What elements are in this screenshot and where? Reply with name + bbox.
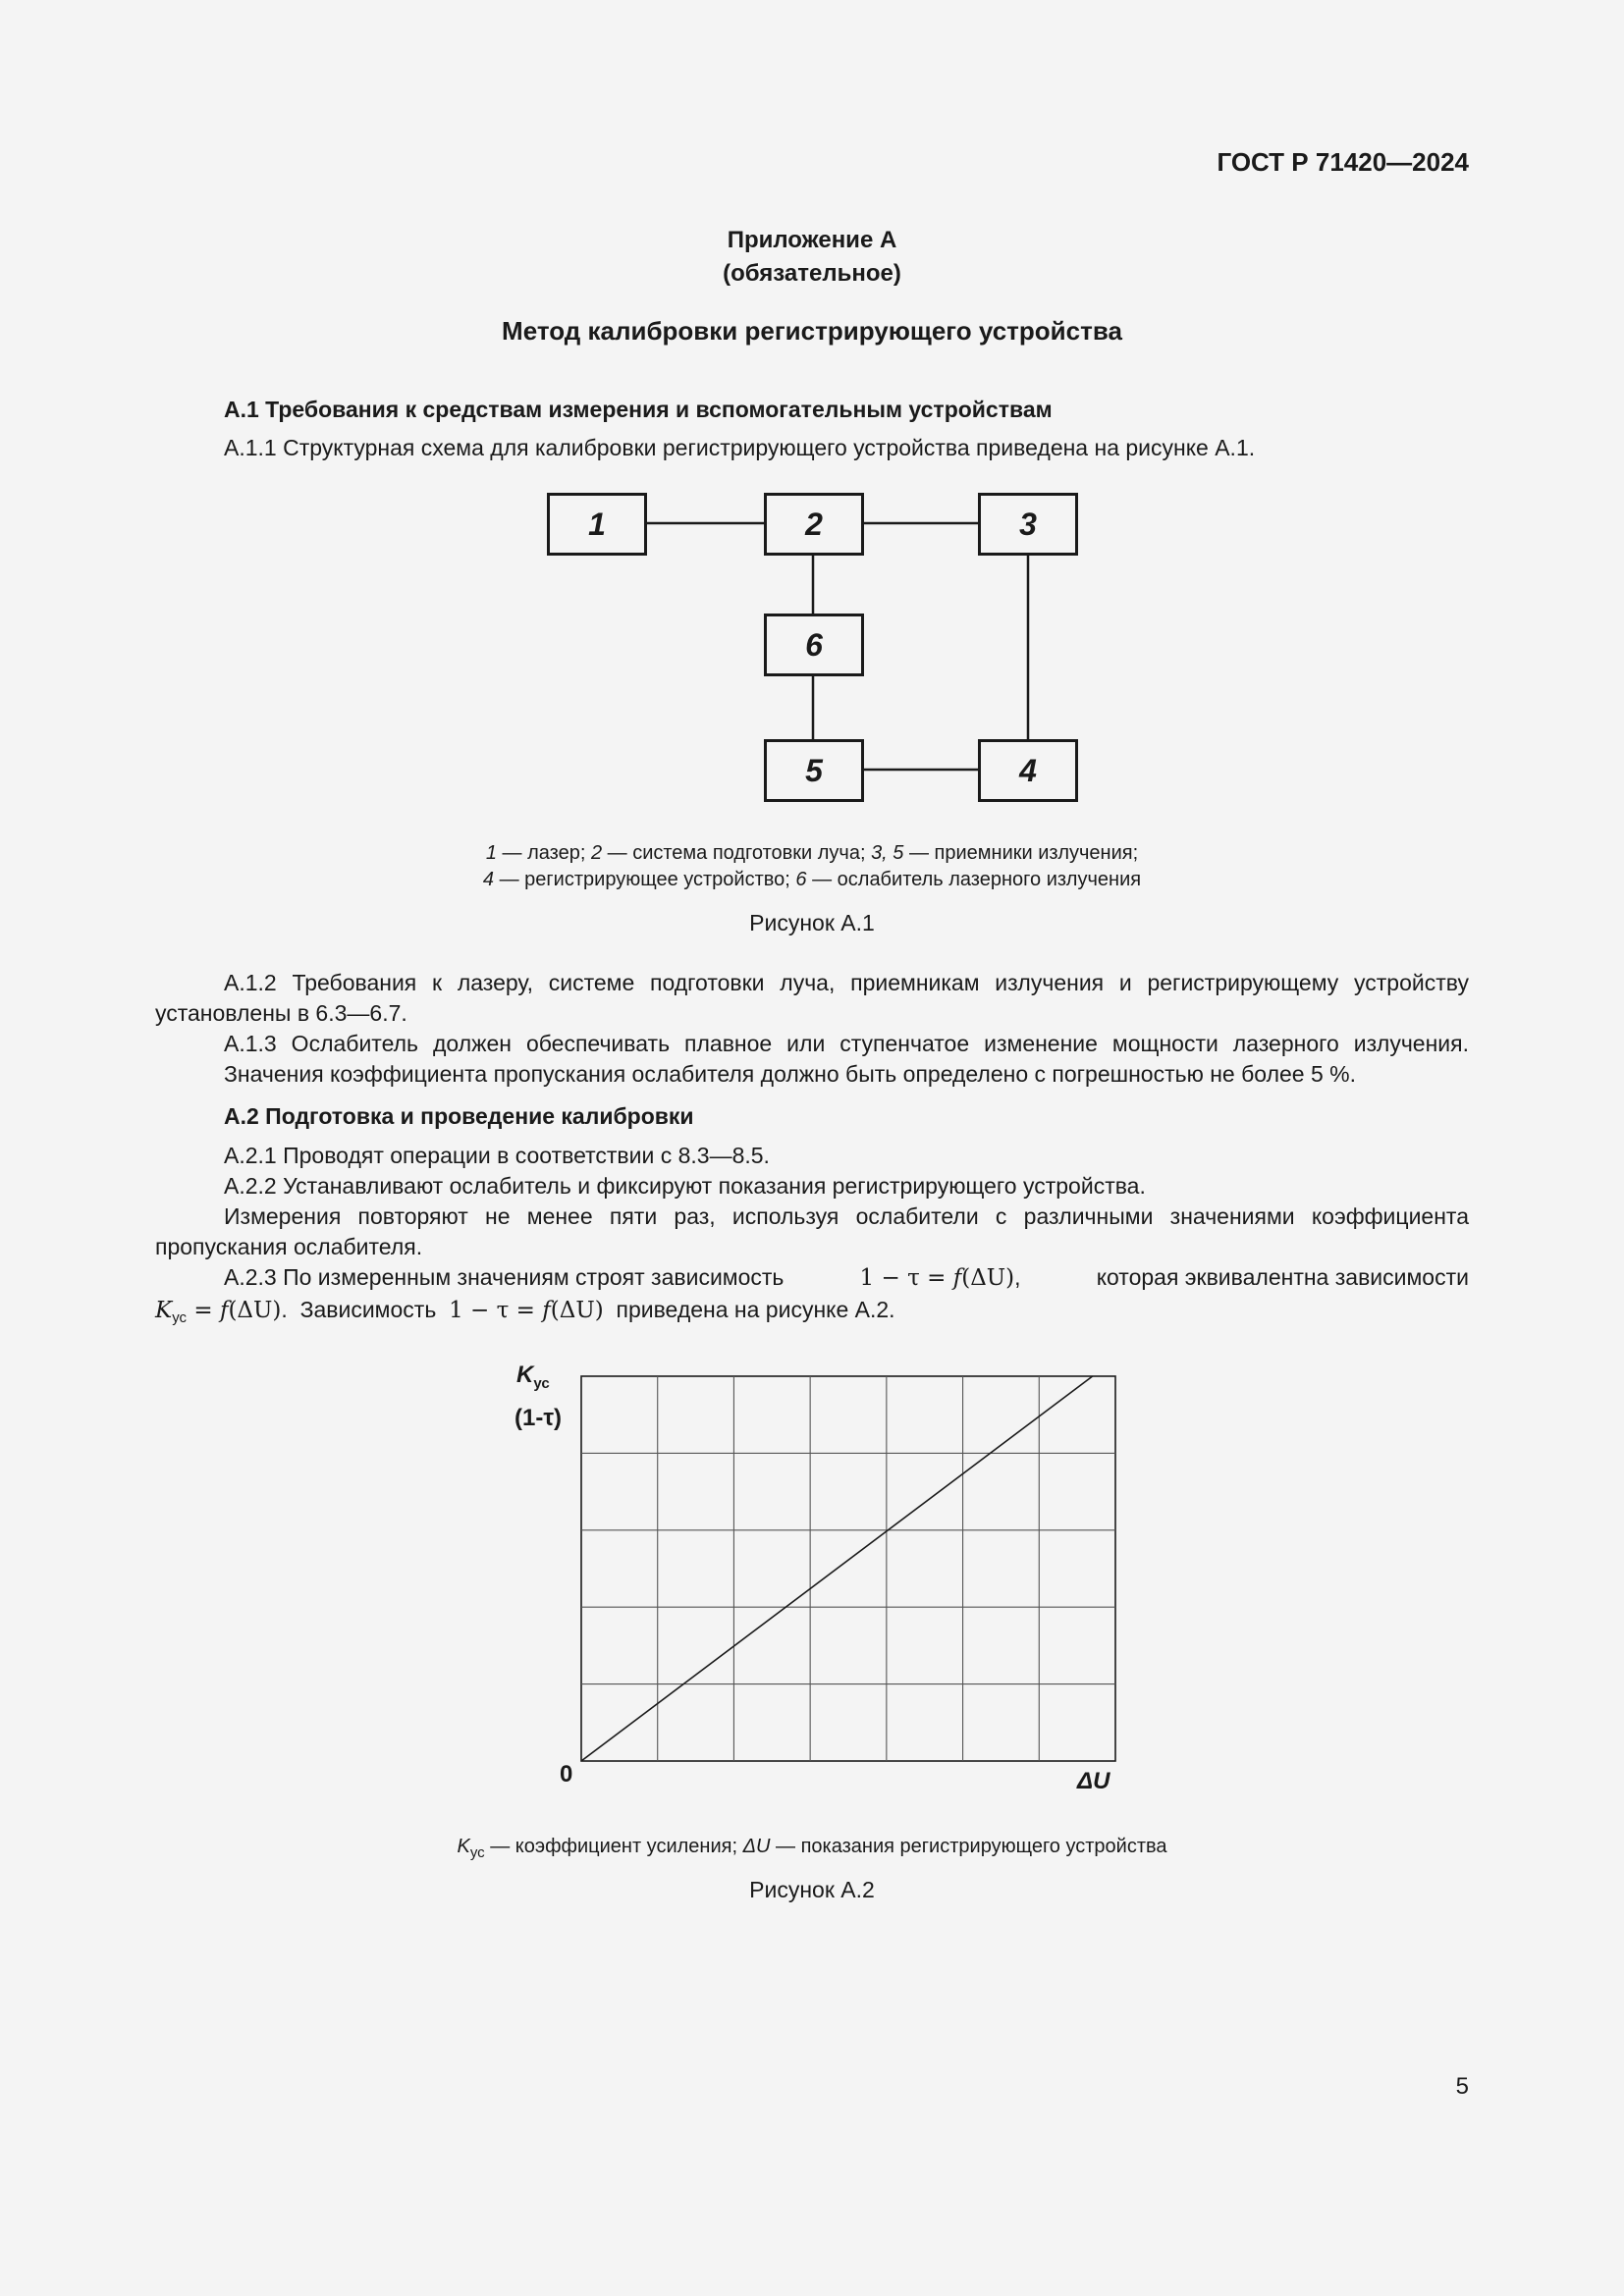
- formula-2-eq: =: [187, 1298, 220, 1323]
- legend-num-35: 3, 5: [871, 842, 904, 864]
- legend-text-2: — система подготовки луча;: [602, 842, 872, 864]
- formula-1: [860, 1262, 1021, 1294]
- page-number: 5: [1455, 2073, 1469, 2100]
- chart-origin-label: 0: [560, 1761, 573, 1788]
- paragraph-a13-line1: А.1.3 Ослабитель должен обеспечивать плавное или ступенчатое изменение мощности лазерного излучения.: [224, 1031, 1469, 1056]
- annex-status: (обязательное): [723, 260, 901, 287]
- chart-frame: [581, 1376, 1115, 1761]
- paragraph-a23-line1: [224, 1262, 1469, 1294]
- figure-a1-legend: [0, 840, 1624, 893]
- formula-2-arg: (ΔU): [228, 1298, 282, 1323]
- block-recorder: 4: [978, 739, 1078, 802]
- fig2-legend-k: K: [457, 1836, 470, 1857]
- block-receiver-5: 5: [764, 739, 864, 802]
- formula-1-f: f: [952, 1265, 962, 1291]
- fig2-legend-text-a: — коэффициент усиления;: [484, 1836, 743, 1857]
- legend-num-1: 1: [485, 842, 497, 864]
- paragraph-a21: А.2.1 Проводят операции в соответствии с 8.3—8.5.: [224, 1143, 770, 1168]
- figure-a1-label: Рисунок А.1: [749, 910, 875, 935]
- figure-a1-connectors: [0, 0, 1624, 825]
- chart-y-label-line1: $K_{ус}$: [516, 1362, 550, 1392]
- formula-2-period: .: [281, 1297, 288, 1322]
- paragraph-a23-line2: [155, 1295, 1469, 1333]
- figure-a2-legend: [0, 1836, 1624, 1861]
- legend-text-4: — регистрирующее устройство;: [494, 869, 796, 890]
- paragraph-repeat-line2: пропускания ослабителя.: [155, 1234, 423, 1259]
- chart-grid: [581, 1376, 1115, 1761]
- figure-a2-chart: [491, 1355, 1159, 1806]
- section-a2-heading: А.2 Подготовка и проведение калибровки: [224, 1103, 694, 1129]
- legend-text-35: — приемники излучения;: [903, 842, 1139, 864]
- paragraph-a12-line2: установлены в 6.3—6.7.: [155, 1000, 407, 1026]
- block-laser: 1: [547, 493, 647, 556]
- chart-y-label-line2: (1-τ): [514, 1405, 563, 1431]
- paragraph-a12-line1: А.1.2 Требования к лазеру, системе подготовки луча, приемникам излучения и регистрирующему устройству: [224, 970, 1469, 995]
- formula-1-comma: ,: [1014, 1264, 1021, 1290]
- formula-2: [155, 1297, 288, 1326]
- formula-3-lhs: 1 − τ =: [449, 1298, 543, 1323]
- block-receiver-3: 3: [978, 493, 1078, 556]
- block-attenuator: 6: [764, 614, 864, 676]
- a23-text-a: А.2.3 По измеренным значениям строят зависимость: [224, 1264, 785, 1290]
- formula-3: [449, 1297, 604, 1322]
- legend-num-4: 4: [482, 869, 495, 890]
- figure-a2-label: Рисунок А.2: [749, 1877, 875, 1902]
- legend-line-1: [0, 840, 1624, 867]
- legend-text-1: — лазер;: [496, 842, 591, 864]
- legend-text-6: — ослабитель лазерного излучения: [806, 869, 1142, 890]
- formula-2-k-sub: ус: [172, 1309, 188, 1326]
- legend-num-6: 6: [795, 869, 807, 890]
- chart-x-label: ΔU: [1077, 1768, 1110, 1794]
- paragraph-repeat-line1: Измерения повторяют не менее пяти раз, используя ослабители с различными значениями коэффициента: [224, 1203, 1469, 1229]
- document-code: ГОСТ Р 71420—2024: [1217, 147, 1469, 177]
- block-beam-system: 2: [764, 493, 864, 556]
- section-a1-heading: А.1 Требования к средствам измерения и вспомогательным устройствам: [224, 397, 1053, 422]
- paragraph-a11: А.1.1 Структурная схема для калибровки регистрирующего устройства приведена на рисунке А.1.: [224, 435, 1256, 460]
- formula-3-f: f: [542, 1298, 551, 1323]
- paragraph-a13-line2: Значения коэффициента пропускания ослабителя должно быть определено с погрешностью не более 5 %.: [224, 1061, 1356, 1087]
- page-title: Метод калибровки регистрирующего устройства: [502, 316, 1122, 346]
- a23-text-b: которая эквивалентна зависимости: [1096, 1264, 1469, 1290]
- a23-text-d: приведена на рисунке А.2.: [616, 1297, 895, 1322]
- a23-text-c: Зависимость: [299, 1297, 437, 1322]
- fig2-legend-k-sub: ус: [469, 1844, 485, 1861]
- formula-3-arg: (ΔU): [550, 1298, 604, 1323]
- formula-2-f: f: [219, 1298, 229, 1323]
- paragraph-a22: А.2.2 Устанавливают ослабитель и фиксируют показания регистрирующего устройства.: [224, 1173, 1146, 1199]
- fig2-legend-text-b: — показания регистрирующего устройства: [770, 1836, 1167, 1857]
- annex-title: Приложение А: [727, 227, 897, 253]
- fig2-legend-du: ΔU: [742, 1836, 771, 1857]
- legend-line-2: [0, 867, 1624, 893]
- legend-num-2: 2: [590, 842, 603, 864]
- formula-1-lhs: 1 − τ =: [859, 1265, 953, 1291]
- formula-2-k: K: [155, 1298, 173, 1323]
- formula-1-arg: (ΔU): [961, 1265, 1015, 1291]
